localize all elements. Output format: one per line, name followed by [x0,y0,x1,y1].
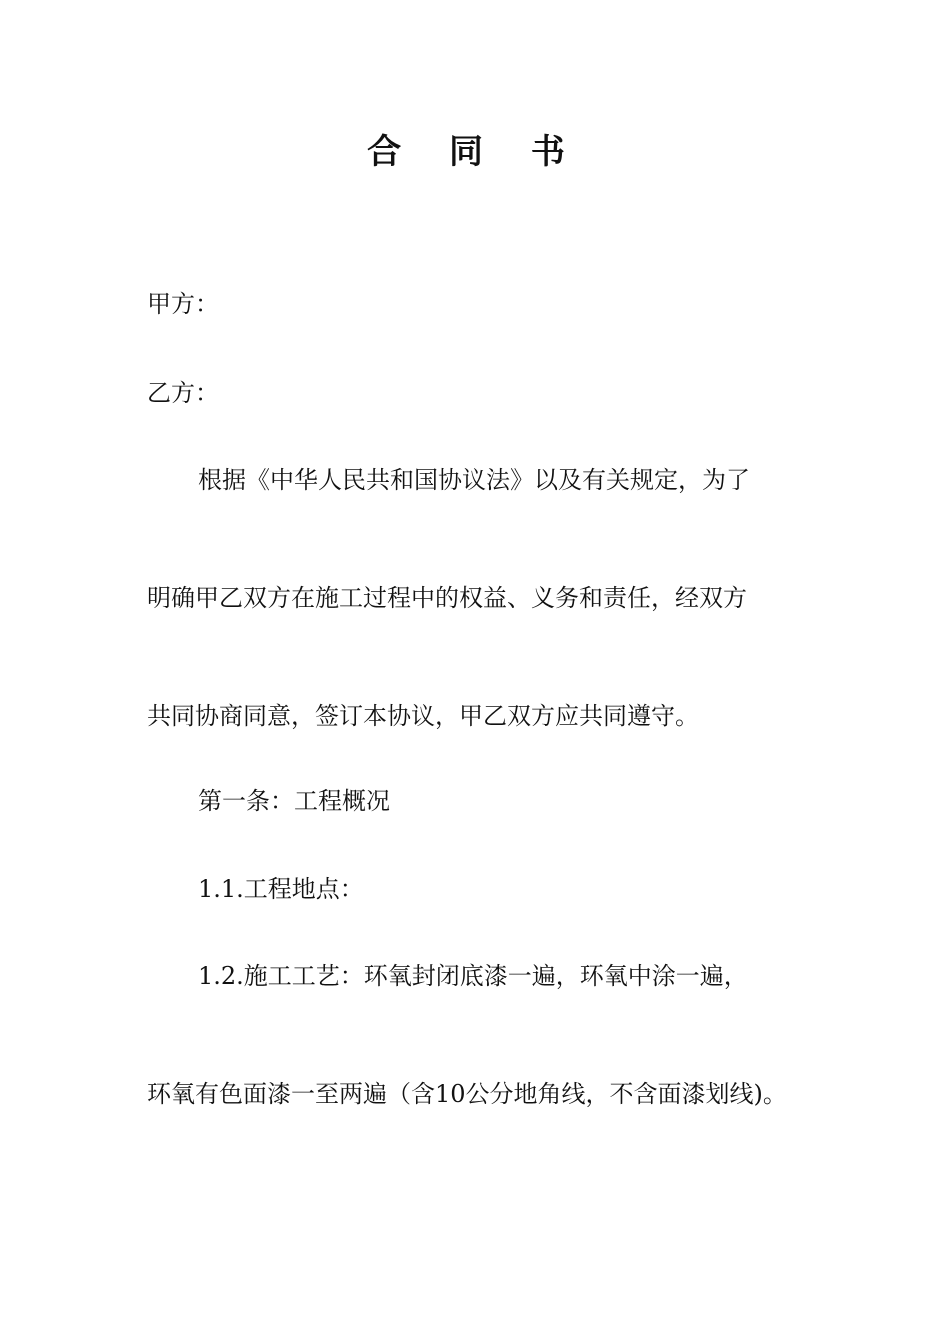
document-title: 合 同 书 [367,132,583,172]
preamble-line-3: 共同协商同意，签订本协议，甲乙双方应共同遵守。 [147,702,699,730]
article-1-heading: 第一条：工程概况 [198,787,390,815]
party-b-label: 乙方： [147,379,219,407]
item-1-2-line-1: 1.2.施工工艺：环氧封闭底漆一遍，环氧中涂一遍， [198,962,748,990]
item-1-1: 1.1.工程地点： [198,875,364,903]
preamble-line-2: 明确甲乙双方在施工过程中的权益、义务和责任，经双方 [147,584,747,612]
party-a-label: 甲方： [147,290,219,318]
item-1-2-line-2: 环氧有色面漆一至两遍（含10公分地角线，不含面漆划线)。 [147,1080,787,1108]
preamble-line-1: 根据《中华人民共和国协议法》以及有关规定，为了 [198,466,750,494]
